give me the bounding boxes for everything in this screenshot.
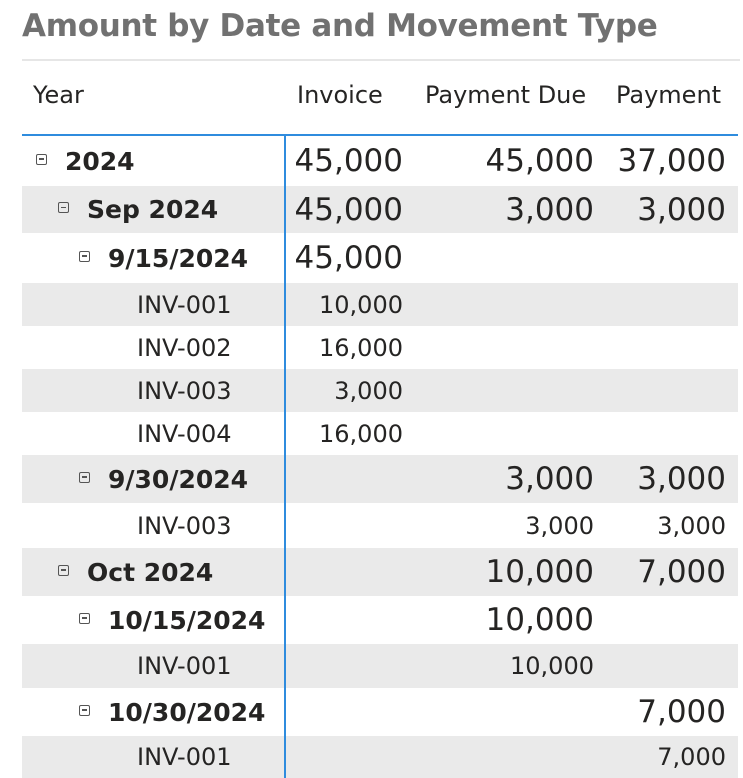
column-header-payment-due[interactable]: Payment Due <box>425 81 587 109</box>
payment-due-value: 10,000 <box>485 554 594 590</box>
invoice-value <box>286 596 403 644</box>
matrix-row-invoice[interactable] <box>22 644 738 688</box>
invoice-value: 16,000 <box>319 333 403 362</box>
invoice-value <box>286 548 403 596</box>
matrix-row-invoice[interactable] <box>22 736 738 778</box>
row-label: INV-004 <box>137 419 232 448</box>
visual-title: Amount by Date and Movement Type <box>22 8 658 44</box>
column-header-year[interactable]: Year <box>33 81 84 109</box>
invoice-value: 16,000 <box>319 419 403 448</box>
payment-due-value: 10,000 <box>510 652 594 680</box>
payment-value: 3,000 <box>637 191 726 228</box>
collapse-icon[interactable] <box>79 472 90 483</box>
row-label: 9/30/2024 <box>108 464 249 494</box>
matrix-row-date[interactable] <box>22 688 738 736</box>
payment-value: 7,000 <box>637 554 726 590</box>
invoice-value: 45,000 <box>294 240 403 276</box>
collapse-icon[interactable] <box>79 705 90 716</box>
row-label: INV-001 <box>137 652 232 680</box>
collapse-icon[interactable] <box>79 613 90 624</box>
payment-value <box>604 596 726 644</box>
payment-due-value: 3,000 <box>505 191 594 228</box>
matrix-row-date[interactable] <box>22 455 738 503</box>
invoice-value <box>286 503 403 548</box>
matrix-row-year[interactable] <box>22 136 738 186</box>
payment-value: 7,000 <box>657 743 726 771</box>
invoice-value: 10,000 <box>319 290 403 319</box>
payment-value <box>604 644 726 688</box>
row-label: Oct 2024 <box>87 557 214 587</box>
payment-due-value <box>414 412 594 455</box>
payment-due-value: 3,000 <box>525 511 594 540</box>
payment-value <box>604 283 726 326</box>
invoice-value <box>286 688 403 736</box>
collapse-icon[interactable] <box>58 202 69 213</box>
payment-value <box>604 233 726 283</box>
payment-value <box>604 412 726 455</box>
payment-value: 7,000 <box>637 694 726 730</box>
payment-value <box>604 369 726 412</box>
payment-due-value: 10,000 <box>485 602 594 638</box>
title-divider <box>22 59 740 61</box>
payment-due-value <box>414 369 594 412</box>
payment-value <box>604 326 726 369</box>
matrix-row-month[interactable] <box>22 186 738 233</box>
payment-due-value: 3,000 <box>505 461 594 497</box>
row-header-divider <box>284 134 286 778</box>
payment-value: 3,000 <box>657 511 726 540</box>
row-label: 2024 <box>65 146 135 176</box>
matrix-row-invoice[interactable] <box>22 503 738 548</box>
row-label: 10/15/2024 <box>108 605 266 635</box>
invoice-value <box>286 455 403 503</box>
row-label: 9/15/2024 <box>108 243 249 273</box>
invoice-value: 3,000 <box>334 376 403 405</box>
collapse-icon[interactable] <box>58 565 69 576</box>
matrix-row-invoice[interactable] <box>22 283 738 326</box>
matrix-row-date[interactable] <box>22 233 738 283</box>
matrix-row-month[interactable] <box>22 548 738 596</box>
matrix-row-date[interactable] <box>22 596 738 644</box>
matrix-row-invoice[interactable] <box>22 369 738 412</box>
matrix-row-invoice[interactable] <box>22 326 738 369</box>
row-label: Sep 2024 <box>87 195 219 224</box>
payment-due-value <box>414 283 594 326</box>
column-header-row <box>22 62 738 136</box>
row-label: INV-001 <box>137 743 232 771</box>
column-header-invoice[interactable]: Invoice <box>297 81 383 109</box>
row-label: INV-003 <box>137 511 232 540</box>
payment-due-value <box>414 688 594 736</box>
collapse-icon[interactable] <box>79 251 90 262</box>
matrix-visual <box>22 62 738 778</box>
column-header-payment[interactable]: Payment <box>616 81 722 109</box>
matrix-row-invoice[interactable] <box>22 412 738 455</box>
payment-value: 3,000 <box>637 461 726 497</box>
invoice-value <box>286 736 403 778</box>
collapse-icon[interactable] <box>36 154 47 165</box>
invoice-value <box>286 644 403 688</box>
row-label: 10/30/2024 <box>108 697 266 727</box>
payment-value: 37,000 <box>617 143 726 179</box>
invoice-value: 45,000 <box>294 143 403 179</box>
payment-due-value <box>414 326 594 369</box>
payment-due-value <box>414 736 594 778</box>
payment-due-value: 45,000 <box>485 143 594 179</box>
row-label: INV-003 <box>137 376 232 405</box>
row-label: INV-002 <box>137 333 232 362</box>
payment-due-value <box>414 233 594 283</box>
invoice-value: 45,000 <box>294 191 403 228</box>
row-label: INV-001 <box>137 290 232 319</box>
